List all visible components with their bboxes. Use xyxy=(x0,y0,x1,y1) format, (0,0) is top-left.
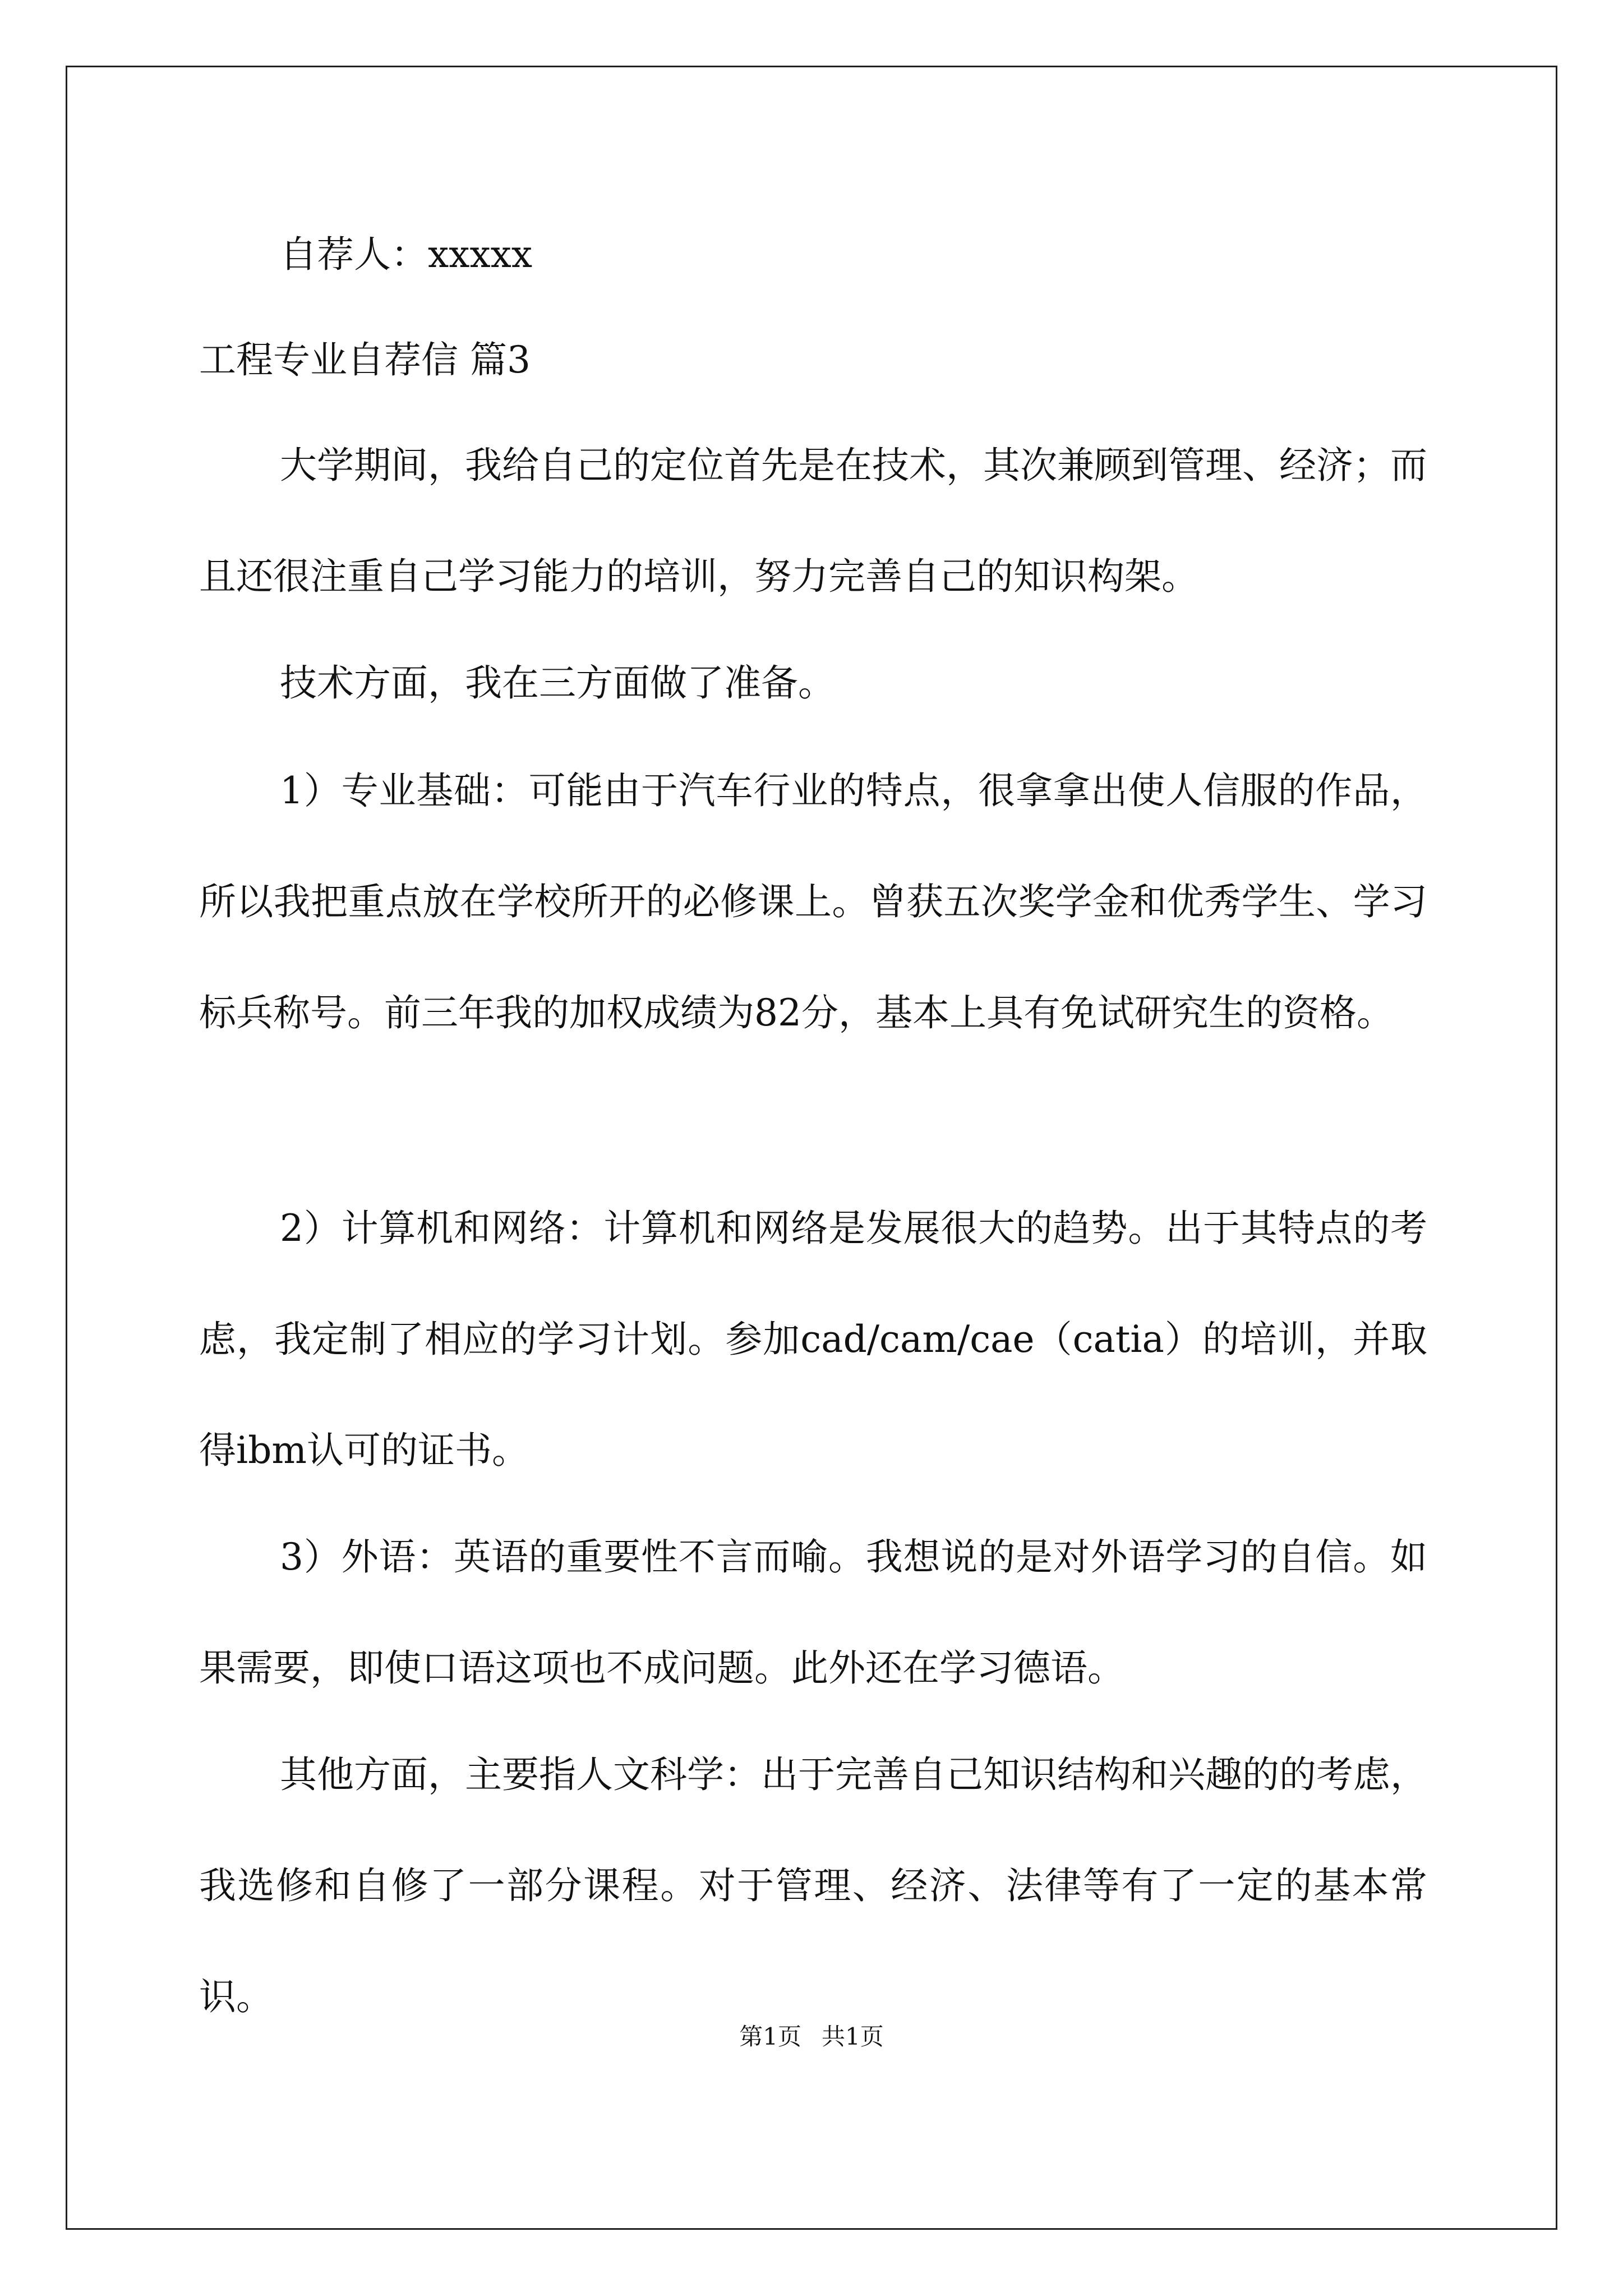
page-number: 第1页 xyxy=(739,2023,801,2050)
paragraph-1: 大学期间，我给自己的定位首先是在技术，其次兼顾到管理、经济；而且还很注重自己学习能力的培训，努力完善自己的知识构架。 xyxy=(199,444,1427,598)
paragraph-3: 1）专业基础：可能由于汽车行业的特点，很拿拿出使人信服的作品，所以我把重点放在学校所开的必修课上。曾获五次奖学金和优秀学生、学习标兵称号。前三年我的加权成绩为82分，基本上具有免试研究生的资格。 xyxy=(199,769,1427,1034)
paragraph-2: 技术方面，我在三方面做了准备。 xyxy=(280,661,835,705)
paragraph-5: 3）外语：英语的重要性不言而喻。我想说的是对外语学习的自信。如果需要，即使口语这项也不成问题。此外还在学习德语。 xyxy=(199,1535,1427,1690)
paragraph-6: 其他方面，主要指人文科学：出于完善自己知识结构和兴趣的的考虑，我选修和自修了一部分课程。对于管理、经济、法律等有了一定的基本常识。 xyxy=(199,1753,1427,2018)
section-title: 工程专业自荐信 篇3 xyxy=(199,338,531,381)
paragraph-4: 2）计算机和网络：计算机和网络是发展很大的趋势。出于其特点的考虑，我定制了相应的学习计划。参加cad/cam/cae（catia）的培训，并取得ibm认可的证书。 xyxy=(199,1207,1427,1472)
page-count: 共1页 xyxy=(822,2023,884,2050)
page-footer xyxy=(0,2018,1623,2052)
signature-line: 自荐人：xxxxx xyxy=(280,233,533,276)
